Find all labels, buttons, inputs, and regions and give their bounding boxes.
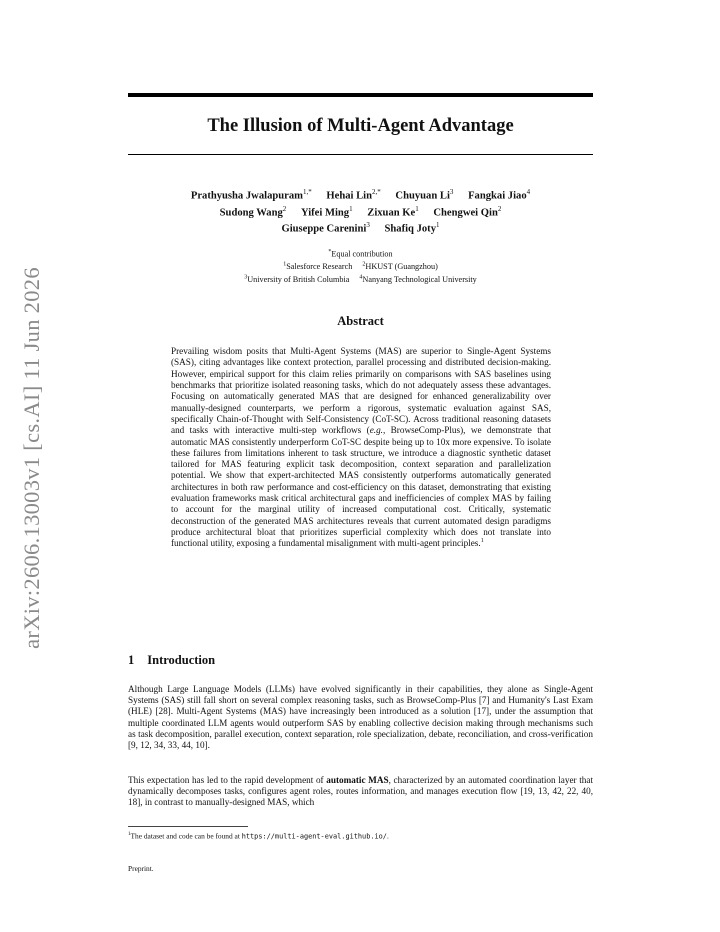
author: Fangkai Jiao$^4$ (468, 188, 531, 202)
footnote-rule (128, 826, 248, 827)
author: Yifei Ming$^1$ (300, 204, 353, 219)
affiliation: $^2$HKUST (Guangzhou) (362, 261, 438, 272)
title-top-rule (128, 93, 593, 97)
author: Chuyuan Li$^3$ (395, 188, 454, 202)
affiliation-line-2 (128, 272, 593, 285)
equal-contribution-note: *Equal contribution (328, 249, 393, 259)
affiliations (128, 247, 593, 285)
intro-paragraph-1: Although Large Language Models (LLMs) have evolved significantly in their capabilities, they alone as Single-Agent Systems (SAS) still fall short on several complex reasoning tasks, such as BrowseComp-Plus [7] and Humanity's Last Exam (HLE) [28]. Multi-Agent Systems (MAS) have increasingly been introduced as a solution [17], under the assumption that multiple coordinated LLM agents would outperform SAS by enabling collective decision making through mechanisms such as task decomposition, parallel execution, context separation, role specialization, debate, reconciliation, and cross-verification [9, 12, 34, 33, 44, 10]. (128, 684, 593, 751)
abstract-text: Prevailing wisdom posits that Multi-Agent Systems (MAS) are superior to Single-Agent Systems (SAS), citing advantages like context protection, parallel processing and distributed decision-making. However, empirical support for this claim relies primarily on comparisons with SAS baselines using benchmarks that prioritize isolated reasoning tasks, which do not adequately assess these advantages. Focusing on automatically generated MAS that are designed for enhanced generalizability over manually-designed counterparts, we perform a rigorous, systematic evaluation against SAS, specifically Chain-of-Thought with Self-Consistency (CoT-SC). Across traditional reasoning datasets and tasks with interactive multi-step workflows (e.g., BrowseComp-Plus), we demonstrate that automatic MAS consistently underperform CoT-SC despite being up to 10x more expensive. To isolate these failures from limitations inherent to task structure, we introduce a diagnostic synthetic dataset tailored for MAS featuring explicit task decomposition, context separation and parallelization potential. We show that expert-architected MAS consistently outperforms automatically generated architectures in both raw performance and cost-efficiency on this dataset, demonstrating that existing evaluation frameworks mask critical architectural gaps and inefficiencies of complex MAS by failing to account for the marginal utility of increased computational cost. Critically, systematic deconstruction of the generated MAS architectures reveals that current automated design paradigms produce architectural bloat that prioritizes superficial complexity which does not translate into functional utility, exposing a fundamental misalignment with multi-agent principles.$^1$ (171, 346, 551, 549)
author-list (128, 186, 593, 236)
footnote-marker[interactable]: 1 (480, 538, 484, 545)
author: Shafiq Joty$^1$ (384, 221, 440, 235)
author: Prathyusha Jwalapuram$^{1,*}$ (190, 188, 312, 202)
affiliation: $^1$Salesforce Research (283, 261, 353, 272)
affiliation: $^3$University of British Columbia (244, 274, 350, 285)
author-line-2 (128, 203, 593, 220)
section-heading-introduction (128, 653, 215, 668)
author: Sudong Wang$^2$ (219, 204, 287, 219)
affiliation: $^4$Nanyang Technological University (359, 274, 477, 285)
section-number: 1 (128, 653, 135, 667)
abstract-heading: Abstract (337, 314, 384, 328)
footnote-url-link[interactable]: https://multi-agent-eval.github.io/ (241, 832, 387, 841)
preprint-label: Preprint. (128, 864, 154, 873)
intro-paragraph-2: This expectation has led to the rapid development of automatic MAS, characterized by an automated coordination layer that dynamically decomposes tasks, configures agent roles, routes information, and manages execution flow [19, 13, 42, 22, 40, 18], in contrast to manually-designed MAS, which (128, 775, 593, 808)
author: Giuseppe Carenini$^3$ (281, 221, 370, 235)
section-title: Introduction (147, 653, 216, 667)
arxiv-id-text: arXiv:2606.13003v1 [cs.AI] 11 Jun 2026 (19, 267, 44, 649)
arxiv-identifier-stamp (14, 267, 50, 649)
author-line-1 (128, 186, 593, 203)
paper-title: The Illusion of Multi-Agent Advantage (207, 116, 514, 136)
title-bottom-rule (128, 154, 593, 155)
author: Chengwei Qin$^2$ (433, 204, 502, 219)
author-line-3 (128, 219, 593, 236)
affiliation-line-1 (128, 260, 593, 273)
footnote: $^1$The dataset and code can be found at https://multi-agent-eval.github.io/. (128, 831, 389, 841)
author: Zixuan Ke$^1$ (367, 204, 419, 219)
author: Hehai Lin$^{2,*}$ (326, 188, 381, 202)
